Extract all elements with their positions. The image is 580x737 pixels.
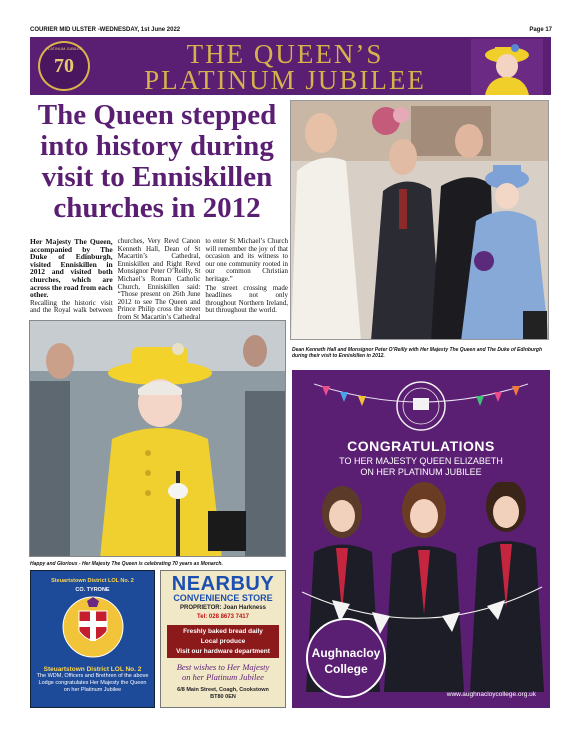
- college-badge: [306, 618, 386, 698]
- shop-wish-line: on her Platinum Jubilee: [182, 671, 264, 682]
- banner-title-line1: THE QUEEN’S: [186, 39, 384, 69]
- queen-yellow-image: [30, 321, 286, 557]
- nearbuy-advert: [160, 570, 286, 708]
- shop-offer-line: Visit our hardware department: [176, 648, 270, 655]
- queen-yellow-caption: Happy and Glorious - Her Majesty The Queen is celebrating 70 years as Monarch.: [30, 561, 223, 567]
- queen-portrait-image: [471, 39, 543, 95]
- church-visit-caption: Dean Kenneth Hall and Monsignor Peter O’Reilly with Her Majesty The Queen and The Duke of Edinburgh during their visit to Enniskillen in 2012.: [292, 347, 543, 359]
- jubilee-logo: [38, 41, 90, 91]
- article-paragraph: Recalling the historic visit and the Royal walk between churches, Very Revd Canon Kenneth Hall, Dean of St Macartin’s Cathedral, Enniskillen and Right Revd Monsignor Peter O’Reilly, St Michael’s Roman Catholic Church, Enniskillen said: “Those present on 26th June 2012 to see The Queen and Prince Philip cross the street from St Macartin’s Cathedral to enter St Michael’s Church will remember the joy of that occasion and its witness to our one community rooted in our common Christian heritage.”: [30, 237, 288, 321]
- college-website: www.aughnacloycollege.org.uk: [446, 691, 536, 698]
- shop-offer-line: Freshly baked bread daily: [183, 628, 263, 635]
- shop-name: NEARBUY: [171, 573, 275, 595]
- logo-ring-text: PLATINUM JUBILEE: [45, 46, 83, 51]
- jubilee-banner: [30, 37, 551, 95]
- logo-number: 70: [54, 55, 74, 77]
- article-lead: Her Majesty The Queen, accompanied by The Duke of Edinburgh, visited Enniskillen in 2012 and visited both churches, which are across the road from each other.: [30, 237, 113, 300]
- badge-line1: Aughnacloy: [311, 646, 381, 660]
- badge-line2: College: [324, 662, 368, 676]
- page-number: Page 17: [529, 27, 552, 33]
- church-visit-photo: [290, 100, 549, 340]
- shop-proprietor: PROPRIETOR: Joan Harkness: [180, 605, 266, 611]
- page-header: [30, 25, 552, 37]
- shop-wish-line: Best wishes to Her Majesty: [176, 662, 270, 672]
- paper-date: COURIER MID ULSTER -WEDNESDAY, 1st June 2022: [30, 27, 181, 33]
- article-body: [30, 238, 288, 322]
- jubilee-bunting-crest: [314, 380, 528, 432]
- lodge-advert: [30, 570, 155, 708]
- church-visit-image: [291, 101, 549, 340]
- lodge-message: [35, 666, 150, 694]
- article-headline: The Queen stepped into history during visit to Enniskillen churches in 2012: [37, 99, 277, 224]
- shop-wishes: [161, 663, 285, 682]
- shop-telephone: Tel: 028 8673 7417: [197, 614, 249, 620]
- congratulations-line1: TO HER MAJESTY QUEEN ELIZABETH: [339, 456, 503, 466]
- congratulations-heading: CONGRATULATIONS: [347, 438, 495, 454]
- article-paragraph: The street crossing made headlines not only throughout Northern Ireland, but throughout the world.: [205, 283, 288, 315]
- shop-address-line: 6/8 Main Street, Coagh, Cookstown: [177, 687, 269, 693]
- shop-offer-band: [167, 625, 279, 658]
- lodge-message-heading: Steuartstown District LOL No. 2: [43, 666, 142, 673]
- queen-yellow-photo: [29, 320, 286, 557]
- lodge-message-body: The WDM, Officers and Brethren of the above Lodge congratulates Her Majesty the Queen on her Platinum Jubilee: [36, 673, 149, 693]
- shop-type: CONVENIENCE STORE: [173, 593, 273, 603]
- banner-title-line2: PLATINUM JUBILEE: [144, 65, 426, 95]
- shop-postcode: BT80 0EN: [210, 694, 236, 700]
- lodge-emblem-icon: [61, 595, 125, 659]
- aughnacloy-college-advert: [292, 370, 550, 708]
- lodge-name: Steuartstown District LOL No. 2: [51, 578, 134, 584]
- shop-offer-line: Local produce: [200, 638, 246, 645]
- shop-address: [161, 687, 285, 701]
- congratulations-line2: ON HER PLATINUM JUBILEE: [360, 467, 482, 477]
- lodge-county: CO. TYRONE: [75, 587, 110, 593]
